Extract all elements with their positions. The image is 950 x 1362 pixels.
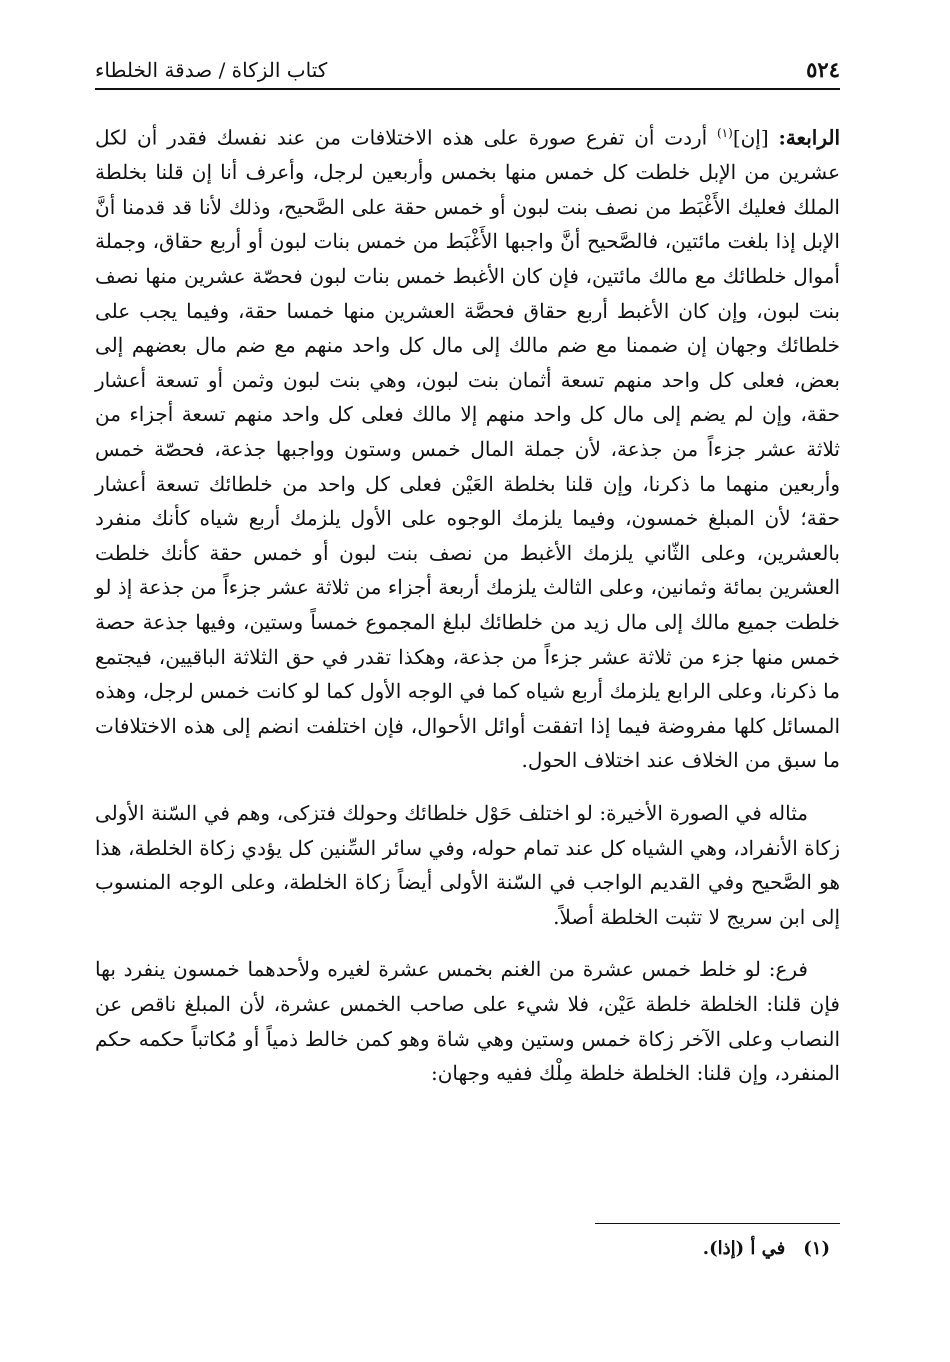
paragraph-branch: فرع: لو خلط خمس عشرة من الغنم بخمس عشرة لغيره ولأحدهما خمسون ينفرد بها فإن قلنا: الخلطة خلطة عَيْن، فلا شيء على صاحب الخمس عشرة، لأن المبلغ ناقص عن النصاب وعلى الآخر زكاة خمس وستين وهي شاة وهو كمن خالط ذمياً أو مُكاتباً حكمه حكم المنفرد، وإن قلنا: الخلطة خلطة مِلْك ففيه وجهان: [95, 957, 840, 1086]
book-page [95, 40, 840, 1330]
footnote-text: في أ (إذا). [702, 1238, 786, 1259]
footnote-divider [595, 1223, 840, 1224]
footnote-number: (١) [803, 1238, 830, 1259]
running-title: كتاب الزكاة / صدقة الخلطاء [95, 58, 328, 82]
main-text [95, 116, 840, 1091]
page-header [95, 40, 840, 90]
page-number: ٥٢٤ [806, 57, 840, 82]
paragraph-fourth-case [95, 116, 840, 778]
paragraph-text: أردت أن تفرع صورة على هذه الاختلافات من عند نفسك فقدر أن لكل عشرين من الإبل خلطت كل خمس منها بخمس وأربعين لرجل، وأعرف أنا إن قلنا بخلطة الملك فعليك الأَغْبَط من نصف بنت لبون أو خمس حقة على الصَّحيح، وذلك لأنا قد قدمنا أنَّ الإبل إذا بلغت مائتين، فالصَّحيح أنَّ واجبها الأَغْبَط من خمس بنات لبون أو أربع حقاق، وجملة أموال خلطائك مع مالك مائتين، فإن كان الأغبط خمس بنات لبون فحصّة عشرين منها نصف بنت لبون، وإن كان الأغبط أربع حقاق فحصَّة العشرين منها خمسا حقة، وفيما يجب على خلطائك وجهان إن ضممنا مع ضم مالك إلى مال كل واحد منهم مع ضم مال بعضهم إلى بعض، فعلى كل واحد منهم تسعة أثمان بنت لبون، وهي بنت لبون وثمن أو تسعة أعشار حقة، وإن لم يضم إلى مال كل واحد منهم إلا مالك فعلى كل واحد منهم تسعة أجزاء من ثلاثة عشر جزءاً من جذعة، لأن جملة المال خمس وستون وواجبها جذعة، فحصّة خمس وأربعين منهما ما ذكرنا، وإن قلنا بخلطة العَيْن فعلى كل واحد من خلطائك تسعة أعشار حقة؛ لأن المبلغ خمسون، وفيما يلزمك الوجوه على الأول يلزمك أربع شياه كأنك منفرد بالعشرين، وعلى الثّاني يلزمك الأغبط من نصف بنت لبون أو خمس حقة كأنك خلطت العشرين بمائة وثمانين، وعلى الثالث يلزمك أربعة أجزاء من ثلاثة عشر جزءاً من جذعة إذ لو خلطت جميع مالك إلى مال زيد من خلطائك لبلغ المجموع خمساً وستين، وفيها جذعة حصة خمس منها جزء من ثلاثة عشر جزءاً من جذعة، وهكذا تقدر في حق الثلاثة الباقيين، فيجتمع ما ذكرنا، وعلى الرابع يلزمك أربع شياه كما في الوجه الأول كما لو كانت خمس لرجل، وهذه المسائل كلها مفروضة فيما إذا اتفقت أوائل الأحوال، فإن اختلفت انضم إلى هذه الاختلافات ما سبق من الخلاف عند اختلاف الحول. [95, 125, 840, 773]
footnote-item [95, 1238, 840, 1259]
footnote-ref: (١) [716, 126, 733, 140]
section-lead: الرابعة: [778, 125, 841, 150]
bracketed-insert: [إن] [732, 125, 769, 150]
footnotes-section [95, 1223, 840, 1259]
paragraph-example: مثاله في الصورة الأخيرة: لو اختلف حَوْل خلطائك وحولك فتزكى، وهم في السّنة الأولى زكاة الأنفراد، وهي الشياه كل عند تمام حوله، وفي سائر السِّنين كل يؤدي زكاة الخلطة، هذا هو الصَّحيح وفي القديم الواجب في السّنة الأولى أيضاً زكاة الخلطة، وعلى الوجه المنسوب إلى ابن سريج لا تثبت الخلطة أصلاً. [95, 800, 840, 929]
